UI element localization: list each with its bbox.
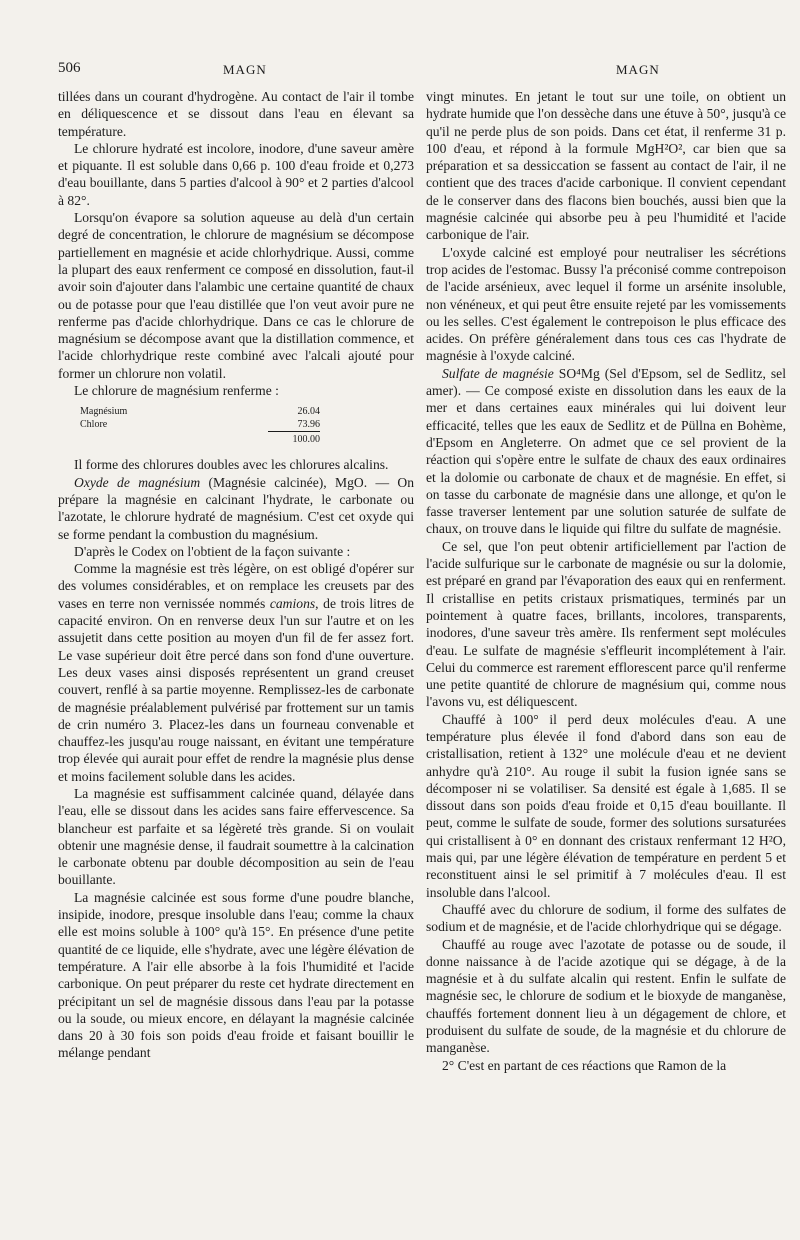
composition-total: 100.00: [268, 431, 320, 446]
paragraph: Chauffé à 100° il perd deux molécules d'eau. A une température plus élevée il fond d'abord dans son eau de cristallisation, retient à 132° une molécule d'eau et ne devient anhydre qu'à 210°. Au rouge il subit la fusion ignée sans se décomposer ni se volatiliser. Sa densité est égale à 1,685. Il se dissout dans son poids d'eau froide et 0,15 d'eau bouillante. Il peut, comme le sulfate de soude, former des solutions sursaturées qui cristallisent à 0° en donnant des cristaux renfermant 12 H²O, mais qui, par une légère élévation de température en perdent 5 et reconstituent ainsi le sel primitif à 7 molécules d'eau. Il est insoluble dans l'alcool.: [426, 711, 786, 900]
italic-term: camions: [269, 595, 316, 611]
paragraph: Chauffé au rouge avec l'azotate de potasse ou de soude, il donne naissance à de l'acide azotique qui se dégage, à de la magnésie et à du sulfate alcalin qui restent. Enfin le sulfate de magnésie sec, le chlorure de sodium et le bioxyde de manganèse, chauffés fortement donnent lieu à un dégagement de chlore, et produisent du sulfate de soude, de la magnésie et du chlorure de manganèse.: [426, 936, 786, 1056]
paragraph: Le chlorure de magnésium renferme :: [74, 383, 279, 399]
composition-element: Magnésium: [80, 406, 128, 418]
left-column: [58, 88, 414, 1062]
section-title: Sulfate de magnésie: [442, 365, 554, 381]
composition-value: 73.96: [297, 419, 320, 431]
paragraph: tillées dans un courant d'hydrogène. Au contact de l'air il tombe en déliquescence et se dissout dans l'eau en élevant sa température.: [58, 89, 414, 139]
paragraph: D'après le Codex on l'obtient de la façon suivante :: [74, 543, 351, 559]
paragraph: La magnésie est suffisamment calcinée quand, délayée dans l'eau, elle se dissout dans les acides sans faire effervescence. Sa blancheur est parfaite et sa légèreté très grande. Si on voulait obtenir une magnésie dense, il faudrait soumettre à la calcination le carbonate obtenu par double décomposition au sein de l'eau bouillante.: [58, 785, 414, 888]
section-text: SO⁴Mg (Sel d'Epsom, sel de Sedlitz, sel amer). — Ce composé existe en dissolution dans les eaux de la mer et dans certaines eaux minérales qui lui doivent leur efficacité, telles que les eaux de Sedlitz et de Püllna en Bohème, d'Epsom en Angleterre. On admet que ce sel provient de la réaction qui s'opère entre le sulfate de chaux des eaux ordinaires et la dolomie ou carbonate de chaux et de magnésie. En effet, si on tasse du carbonate de magnésie dans une allonge, et qu'on le fasse traverser lentement par une solution saturée de sulfate de chaux, on trouve dans le liquide qui filtre du sulfate de magnésie.: [426, 365, 786, 537]
composition-row: [80, 405, 320, 418]
paragraph: 2° C'est en partant de ces réactions que Ramon de la: [442, 1057, 727, 1073]
paragraph: [58, 560, 414, 785]
paragraph-text: , de trois litres de capacité environ. On en renverse deux l'un sur l'autre et on les assujetit dans cette position au moyen d'un fil de fer assez fort. Le vase supérieur doit être percé dans son fond d'une ouverture. Les deux vases ainsi disposés représentent un grand creuset couvert, renflé à sa partie moyenne. Remplissez-les de carbonate de magnésie préalablement pulvérisé par frottement sur un tamis de crin numéro 3. Placez-les dans un fourneau convenable et chauffez-les jusqu'au rouge naissant, en évitant une température trop élevée qui aurait pour effet de rendre la magnésie plus dense et moins facilement soluble dans les acides.: [58, 595, 414, 784]
section-text: (Magnésie calcinée), MgO. — On prépare la magnésie en calcinant l'hydrate, le carbonate ou l'azotate, le chlorure hydraté de magnésium. C'est cet oxyde qui se forme pendant la combustion du magnésium.: [58, 474, 414, 542]
composition-row: [80, 418, 320, 431]
composition-element: Chlore: [80, 419, 108, 431]
page-header: [58, 60, 780, 82]
paragraph: [426, 365, 786, 538]
paragraph-text: Comme la magnésie est très légère, on est obligé d'opérer sur des volumes considérables, et on remplace les creusets par des vases en terre non vernissée nommés: [58, 561, 414, 611]
running-head-left: MAGN: [223, 62, 267, 77]
paragraph: Chauffé avec du chlorure de sodium, il forme des sulfates de sodium et de magnésie, et de l'acide chlorhydrique qui se dégage.: [426, 901, 786, 935]
paragraph: vingt minutes. En jetant le tout sur une toile, on obtient un hydrate humide que l'on dessèche dans une étuve à 50°, jusqu'à ce qu'il ne perde plus de son poids. Dans cet état, il renferme 31 p. 100 d'eau, et répond à la formule MgH²O², car bien que sa préparation et sa dessiccation se fassent au contact de l'air, il ne contient que des traces d'acide carbonique. Il convient cependant de le conserver dans des flacons bien bouchés, aussi bien que la magnésie calcinée qui absorbe peu à peu l'humidité et l'acide carbonique de l'air.: [426, 89, 786, 243]
paragraph: [58, 474, 414, 543]
paragraph: La magnésie calcinée est sous forme d'une poudre blanche, insipide, inodore, presque insoluble dans l'eau; comme la chaux elle est moins soluble à 100° qu'à 15°. En présence d'une petite quantité de ce liquide, elle s'hydrate, avec une légère élévation de température. A l'air elle absorbe à la fois l'humidité et l'acide carbonique. On peut préparer du reste cet hydrate directement en précipitant un sel de magnésie dissous dans l'eau par la potasse ou la soude, ou mieux encore, en délayant la magnésie calcinée dans 20 à 30 fois son poids d'eau froide et faisant bouillir le mélange pendant: [58, 889, 414, 1061]
paragraph: Il forme des chlorures doubles avec les chlorures alcalins.: [74, 457, 389, 473]
composition-table: [80, 405, 320, 446]
paragraph: Le chlorure hydraté est incolore, inodore, d'une saveur amère et piquante. Il est soluble dans 0,66 p. 100 d'eau froide et 0,273 d'eau bouillante, dans 5 parties d'alcool à 90° et 2 parties d'alcool à 82°.: [58, 140, 414, 208]
composition-value: 26.04: [297, 406, 320, 418]
paragraph: L'oxyde calciné est employé pour neutraliser les sécrétions trop acides de l'estomac. Bussy l'a préconisé comme contrepoison de l'acide arsénieux, avec lequel il forme un arsénite insoluble, non vénéneux, et qui peut être ensuite rejeté par les vomissements ou les selles. C'est également le contrepoison le plus efficace des acides. On préfère généralement dans tous ces cas l'hydrate de magnésie à l'oxyde calciné.: [426, 244, 786, 364]
paragraph: Lorsqu'on évapore sa solution aqueuse au delà d'un certain degré de concentration, le chlorure de magnésium se décompose partiellement en magnésie et acide chlorhydrique. Aussi, comme la plupart des eaux renferment ce composé en dissolution, faut-il avoir soin d'ajouter dans l'alambic une certaine quantité de chaux ou de potasse pour que l'eau distillée que l'on veut avoir pure ne renferme pas d'acide chlorhydrique. Dans ce cas le chlorure de magnésium se décompose avant que la distillation commence, et l'acide chlorhydrique reste combiné avec l'alcali ajouté pour former un chlorure non volatil.: [58, 210, 414, 381]
page-number: 506: [58, 60, 81, 76]
right-column: [426, 88, 786, 1074]
paragraph: Ce sel, que l'on peut obtenir artificiellement par l'action de l'acide sulfurique sur le carbonate de magnésie ou sur la dolomie, est préparé en grand par l'évaporation des eaux qui en renferment. Il cristallise en petits cristaux prismatiques, terminés par un pointement à quatre faces, brillants, incolores, transparents, inodores, d'une saveur très amère. Ils renferment sept molécules d'eau. Le sulfate de magnésie s'effleurit incomplétement à l'air. Celui du commerce est rarement efflorescent parce qu'il renferme une petite quantité de chlorure de magnésium qui, comme nous l'avons vu, est déliquescent.: [426, 538, 786, 710]
running-head-right: MAGN: [616, 62, 660, 77]
section-title: Oxyde de magnésium: [74, 474, 201, 490]
